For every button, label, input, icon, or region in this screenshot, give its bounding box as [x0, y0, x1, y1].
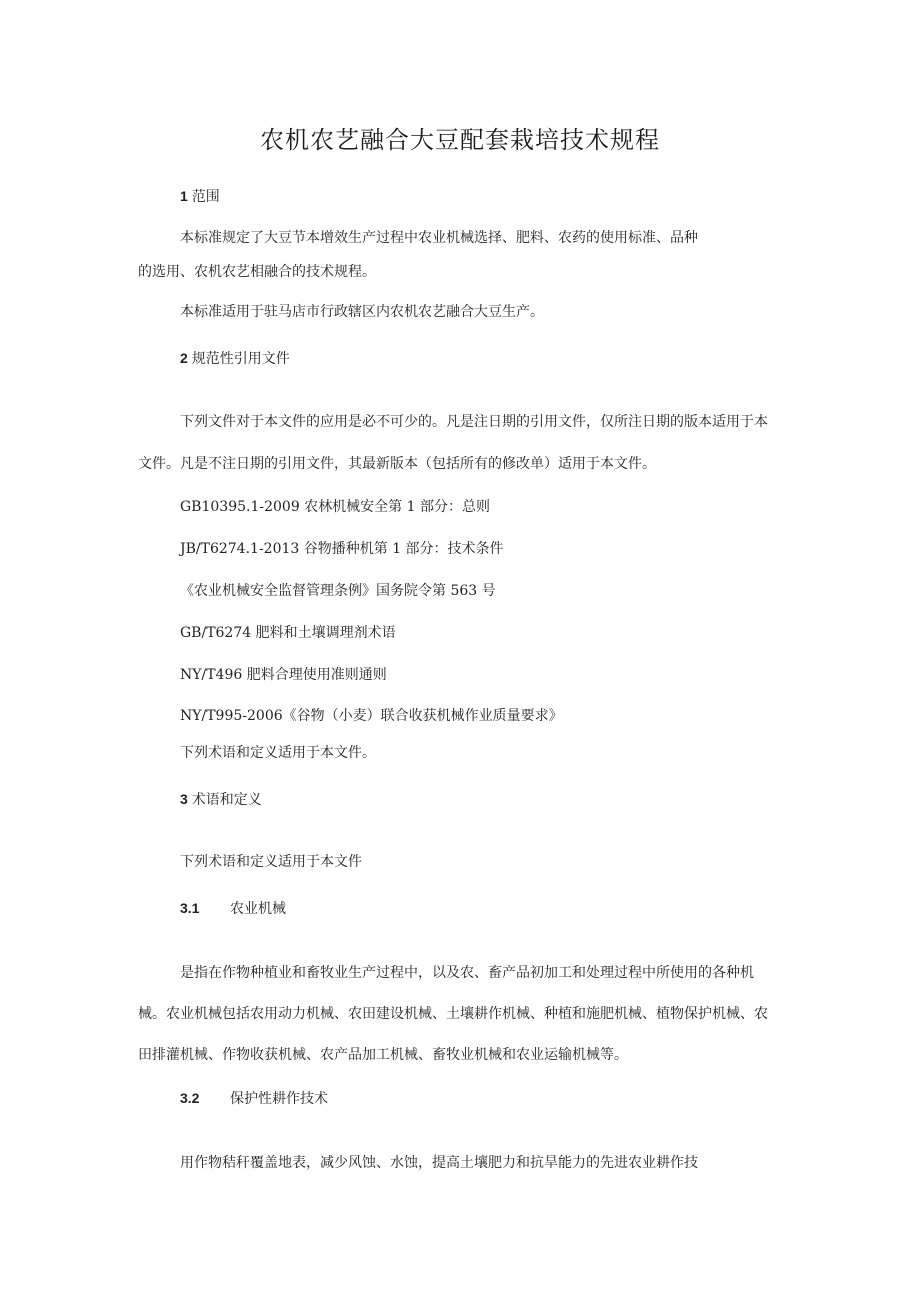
- section-2-title: 规范性引用文件: [191, 351, 290, 367]
- subsection-3-1-number: 3.1: [180, 900, 200, 916]
- section-2-number: 2: [180, 350, 188, 366]
- section-1-paragraph-line-1: 本标准规定了大豆节本增效生产过程中农业机械选择、肥料、农药的使用标准、品种: [180, 230, 698, 246]
- subsection-3-2-title: 保护性耕作技术: [230, 1091, 328, 1107]
- section-2-paragraph-line-1: 下列文件对于本文件的应用是必不可少的。凡是注日期的引用文件，仅所注日期的版本适用于本: [180, 414, 768, 430]
- reference-item: GB/T6274 肥料和土壤调理剂术语: [180, 625, 396, 641]
- subsection-3-1-heading: [180, 898, 286, 919]
- subsection-3-2-line-1: 用作物秸秆覆盖地表，减少风蚀、水蚀，提高土壤肥力和抗旱能力的先进农业耕作技: [180, 1155, 698, 1171]
- subsection-3-1-title: 农业机械: [230, 901, 286, 917]
- section-1-scope-paragraph: 本标准适用于驻马店市行政辖区内农机农艺融合大豆生产。: [180, 304, 544, 320]
- section-3-intro: 下列术语和定义适用于本文件: [180, 854, 362, 870]
- section-3-heading: [180, 789, 262, 810]
- reference-item: NY/T496 肥料合理使用准则通则: [180, 667, 387, 683]
- subsection-3-1-line-3: 田排灌机械、作物收获机械、农产品加工机械、畜牧业机械和农业运输机械等。: [138, 1047, 628, 1063]
- section-3-number: 3: [180, 791, 188, 807]
- section-1-paragraph-line-2: 的选用、农机农艺相融合的技术规程。: [138, 264, 376, 280]
- section-2-closing: 下列术语和定义适用于本文件。: [180, 745, 376, 761]
- subsection-3-1-line-1: 是指在作物种植业和畜牧业生产过程中，以及农、畜产品初加工和处理过程中所使用的各种机: [180, 965, 754, 981]
- section-1-heading: [180, 186, 220, 207]
- subsection-3-1-line-2: 械。农业机械包括农用动力机械、农田建设机械、土壤耕作机械、种植和施肥机械、植物保护机械、农: [138, 1006, 768, 1022]
- document-title: 农机农艺融合大豆配套栽培技术规程: [260, 126, 660, 154]
- reference-item: JB/T6274.1-2013 谷物播种机第 1 部分：技术条件: [180, 541, 504, 557]
- reference-item: NY/T995-2006《谷物（小麦）联合收获机械作业质量要求》: [180, 708, 563, 724]
- section-1-title: 范围: [191, 189, 220, 205]
- reference-item: GB10395.1-2009 农林机械安全第 1 部分：总则: [180, 499, 490, 515]
- subsection-3-2-heading: [180, 1088, 328, 1109]
- section-3-title: 术语和定义: [191, 792, 262, 808]
- reference-item: 《农业机械安全监督管理条例》国务院令第 563 号: [180, 583, 496, 599]
- section-2-paragraph-line-2: 文件。凡是不注日期的引用文件，其最新版本（包括所有的修改单）适用于本文件。: [138, 456, 656, 472]
- section-2-heading: [180, 348, 290, 369]
- section-1-number: 1: [180, 188, 188, 204]
- subsection-3-2-number: 3.2: [180, 1090, 200, 1106]
